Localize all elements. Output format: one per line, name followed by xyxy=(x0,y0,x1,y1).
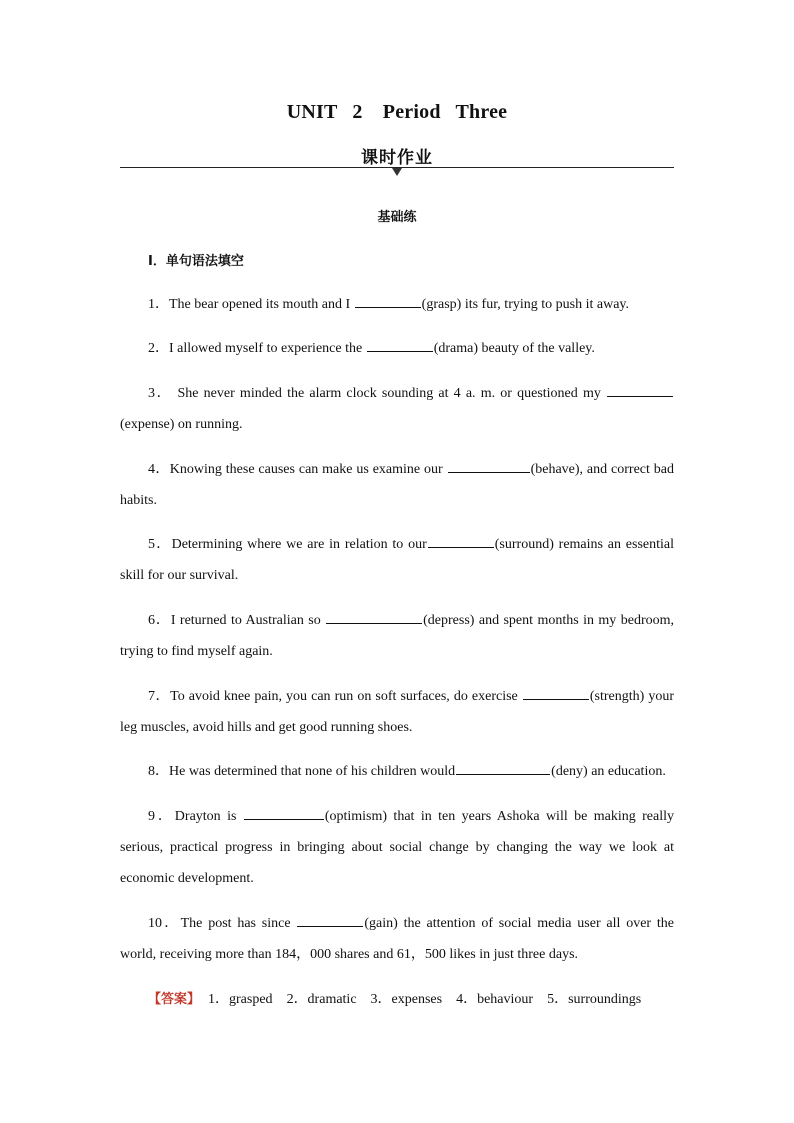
section-heading: 课时作业 xyxy=(361,148,433,168)
answer-blank xyxy=(326,609,422,624)
page-title: UNIT 2 Period Three xyxy=(286,101,508,123)
question-hint: (surround) remains an essential skill for our survival. xyxy=(120,537,674,583)
answer-item: 5．surroundings xyxy=(547,992,642,1007)
question-text: 1．The bear opened its mouth and I xyxy=(148,297,354,312)
question-text: 3． She never minded the alarm clock sounding at 4 a. m. or questioned my xyxy=(148,386,606,401)
answer-blank xyxy=(448,458,530,473)
question-item xyxy=(120,333,674,364)
question-text: 6．I returned to Australian so xyxy=(148,613,326,628)
answer-blank xyxy=(297,912,363,927)
question-item xyxy=(120,801,674,894)
question-hint: (grasp) its fur, trying to push it away. xyxy=(421,297,629,312)
question-text: 5．Determining where we are in relation to our xyxy=(148,537,427,552)
answer-blank xyxy=(456,760,550,775)
question-item xyxy=(120,681,674,743)
question-hint: (optimism) that in ten years Ashoka will be making really serious, practical progress in bringing about social change by changing the way we look at economic development. xyxy=(120,809,674,886)
question-item xyxy=(120,756,674,787)
question-hint: (strength) your leg muscles, avoid hills and get good running shoes. xyxy=(120,689,674,735)
question-text: 10．The post has since xyxy=(148,916,297,931)
answer-item: 4．behaviour xyxy=(456,992,534,1007)
question-item xyxy=(120,454,674,516)
question-text: 4．Knowing these causes can make us examine our xyxy=(148,462,447,477)
question-text: 8．He was determined that none of his children would xyxy=(148,764,456,779)
question-hint: (expense) on running. xyxy=(120,417,243,432)
answer-item: 1．grasped xyxy=(208,992,273,1007)
question-text: 9．Drayton is xyxy=(148,809,243,824)
answer-blank xyxy=(367,337,433,352)
question-item xyxy=(120,529,674,591)
answer-blank xyxy=(355,293,421,308)
answer-blank xyxy=(523,685,589,700)
answer-label: 【答案】 xyxy=(148,992,201,1007)
question-item xyxy=(120,605,674,667)
answer-key xyxy=(148,984,674,1015)
question-text: 2．I allowed myself to experience the xyxy=(148,341,366,356)
question-hint: (depress) and spent months in my bedroom, trying to find myself again. xyxy=(120,613,674,659)
question-item xyxy=(120,289,674,320)
answer-blank xyxy=(428,533,494,548)
answer-item: 2．dramatic xyxy=(286,992,357,1007)
question-hint: (gain) the attention of social media user all over the world, receiving more than 184，000 shares and 61，500 likes in just three days. xyxy=(120,916,675,962)
question-hint: (behave), and correct bad habits. xyxy=(120,462,674,508)
answer-blank xyxy=(244,805,324,820)
answer-blank xyxy=(607,382,673,397)
question-text: 7．To avoid knee pain, you can run on soft surfaces, do exercise xyxy=(148,689,522,704)
question-item xyxy=(120,378,674,440)
part-heading: Ⅰ．单句语法填空 xyxy=(148,254,244,269)
exercise-level: 基础练 xyxy=(377,210,417,225)
question-hint: (drama) beauty of the valley. xyxy=(433,341,595,356)
answer-item: 3．expenses xyxy=(370,992,443,1007)
question-hint: (deny) an education. xyxy=(551,764,666,779)
question-item xyxy=(120,908,674,970)
triangle-marker-icon xyxy=(392,168,402,176)
